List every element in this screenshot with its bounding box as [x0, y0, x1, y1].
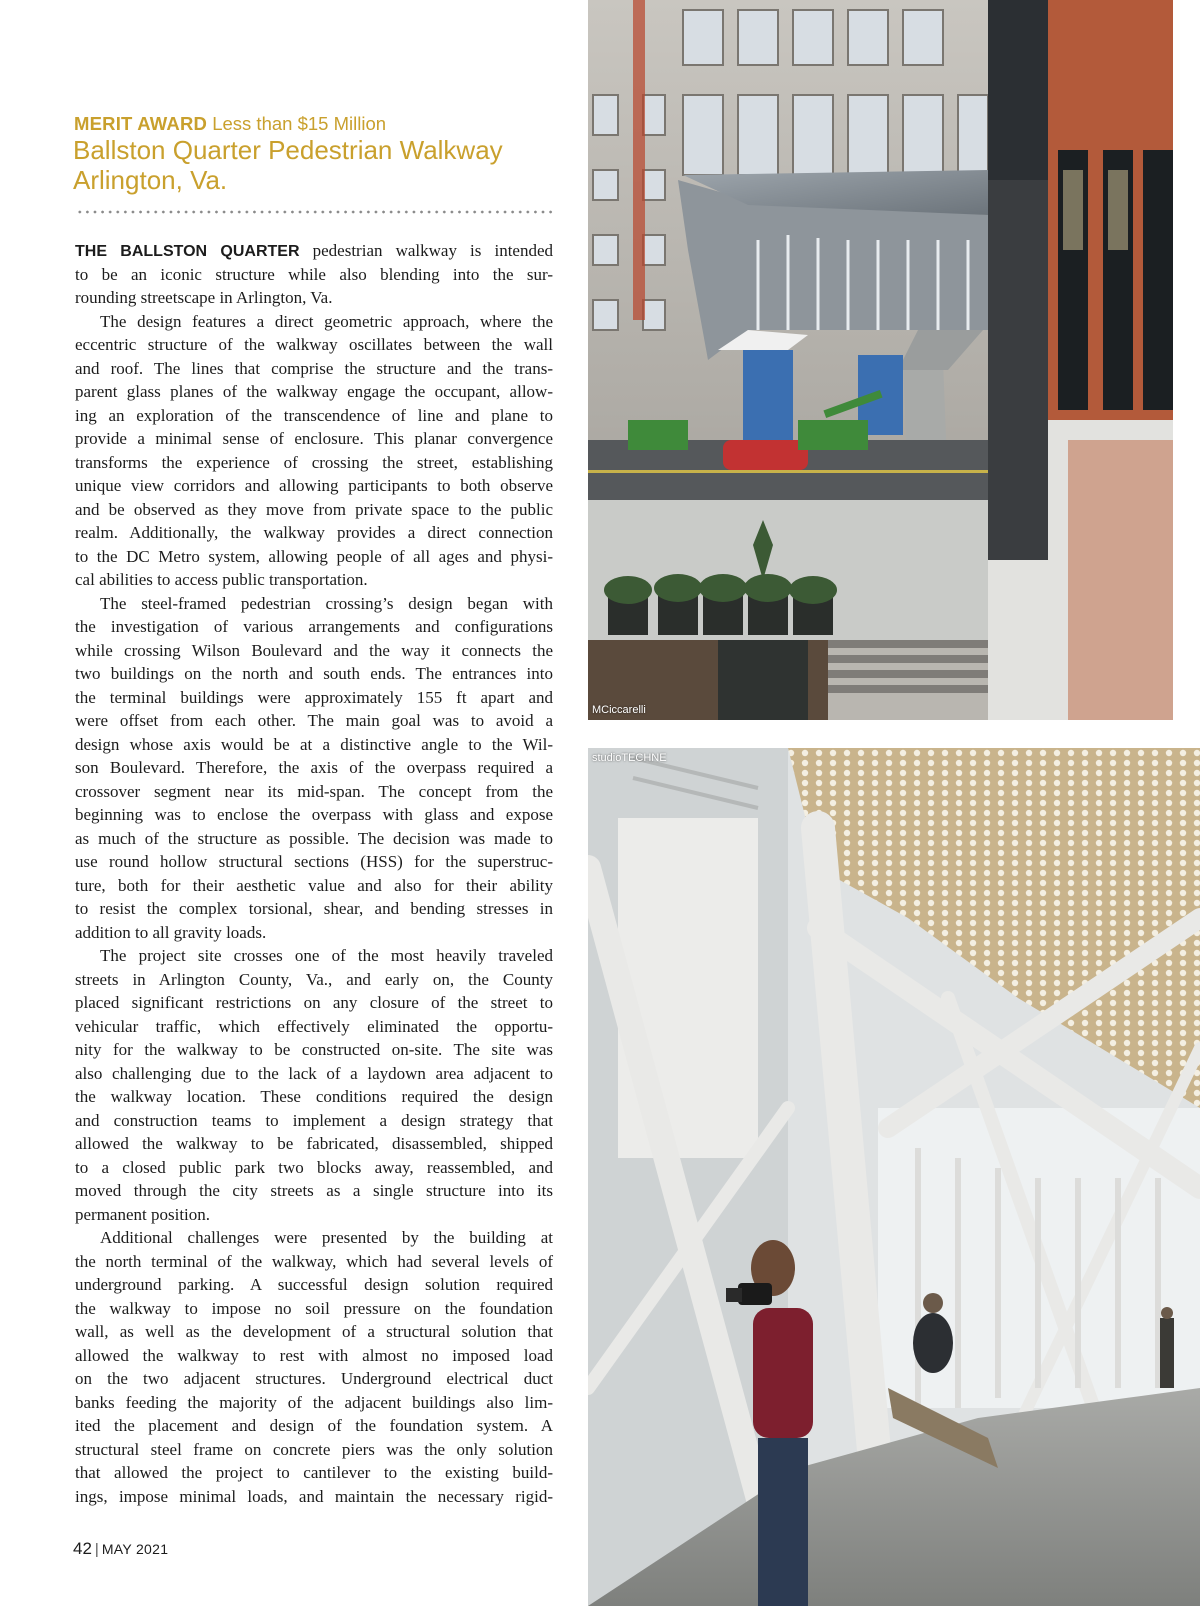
article-line: beginning was to enclose the overpass with glass and expose — [75, 805, 553, 824]
article-line: The steel-framed pedestrian crossing’s design began with — [100, 593, 553, 613]
article-line: the north terminal of the walkway, which had several levels of — [75, 1251, 553, 1271]
page-number: 42 — [73, 1539, 92, 1558]
article-line: rounding streetscape in Arlington, Va. — [75, 288, 333, 307]
article-line: and be observed as they move from private space to the public — [75, 499, 553, 519]
award-label: MERIT AWARD — [74, 113, 208, 134]
photo-credit-top: MCiccarelli — [592, 704, 646, 716]
dotted-divider — [76, 209, 554, 215]
article-line: also challenging due to the lack of a laydown area adjacent to — [75, 1063, 553, 1083]
article-line: parent glass planes of the walkway engage the occupant, allow- — [75, 382, 553, 401]
article-title — [73, 135, 563, 195]
article-line: as much of the structure as possible. The decision was made to — [75, 828, 553, 848]
article-line: two buildings on the north and south ends. The entrances into — [75, 664, 553, 683]
article-line: unique view corridors and allowing participants to both observe — [75, 476, 553, 495]
article-line: the investigation of various arrangements and configurations — [75, 617, 553, 636]
photo-credit-bottom: studioTECHNE — [592, 752, 667, 764]
walkway-exterior-illustration — [588, 0, 1173, 720]
issue-date: MAY 2021 — [101, 1541, 169, 1557]
article-line: son Boulevard. Therefore, the axis of the overpass required a — [75, 758, 553, 777]
article-line: were offset from each other. The main goal was to avoid a — [75, 711, 553, 730]
article-line: vehicular traffic, which effectively eliminated the opportu- — [75, 1016, 553, 1036]
title-line-1: Ballston Quarter Pedestrian Walkway — [73, 135, 503, 165]
article-line: the walkway location. These conditions required the design — [75, 1087, 553, 1106]
article-line-text: pedestrian walkway is intended — [312, 241, 554, 260]
article-line: transforms the experience of crossing the street, establishing — [75, 452, 553, 472]
article-line: use round hollow structural sections (HSS) for the superstruc- — [75, 852, 553, 871]
article-line: to the DC Metro system, allowing people of all ages and physi- — [75, 546, 553, 566]
article-line: crossover segment near its mid-span. The concept from the — [75, 781, 553, 801]
article-line: on the two adjacent structures. Underground electrical duct — [75, 1369, 553, 1388]
title-line-2: Arlington, Va. — [73, 165, 228, 195]
article-lead-in: THE BALLSTON QUARTER — [75, 243, 300, 260]
article-line: Additional challenges were presented by the building at — [100, 1228, 553, 1247]
article-line: allowed the walkway to be fabricated, disassembled, shipped — [75, 1134, 553, 1153]
article-line: allowed the walkway to rest with almost no imposed load — [75, 1345, 553, 1365]
walkway-interior-photo — [588, 748, 1200, 1606]
article-line: ings, impose minimal loads, and maintain the necessary rigid- — [75, 1486, 553, 1506]
walkway-interior-illustration — [588, 748, 1200, 1606]
article-line: eccentric structure of the walkway oscillates between the wall — [75, 335, 553, 354]
article-line: banks feeding the majority of the adjacent buildings also lim- — [75, 1392, 553, 1412]
article-line: realm. Additionally, the walkway provides a direct connection — [75, 523, 553, 542]
article-line: cal abilities to access public transportation. — [75, 570, 368, 589]
article-line: underground parking. A successful design solution required — [75, 1275, 553, 1294]
article-line: structural steel frame on concrete piers was the only solution — [75, 1439, 553, 1459]
article-line: ture, both for their aesthetic value and also for their ability — [75, 875, 553, 895]
article-line: ing an exploration of the transcendence of line and plane to — [75, 405, 553, 425]
article-line: to a closed public park two blocks away, reassembled, and — [75, 1157, 553, 1177]
article-line: and construction teams to implement a design strategy that — [75, 1110, 553, 1130]
article-line: moved through the city streets as a single structure into its — [75, 1181, 553, 1200]
article-line: ited the placement and design of the foundation system. A — [75, 1416, 553, 1435]
article-line: The design features a direct geometric approach, where the — [100, 311, 553, 331]
article-line: wall, as well as the development of a structural solution that — [75, 1322, 553, 1341]
article-line: The project site crosses one of the most heavily traveled — [100, 946, 553, 965]
article-line: provide a minimal sense of enclosure. This planar convergence — [75, 429, 553, 448]
article-line: design whose axis would be at a distinctive angle to the Wil- — [75, 734, 553, 754]
footer-separator: | — [94, 1541, 99, 1558]
article-line: addition to all gravity loads. — [75, 922, 267, 942]
award-category: Less than $15 Million — [212, 113, 387, 134]
article-line — [75, 239, 553, 263]
article-line: nity for the walkway to be constructed on-site. The site was — [75, 1040, 553, 1059]
article-line: while crossing Wilson Boulevard and the way it connects the — [75, 640, 553, 660]
article-line: to resist the complex torsional, shear, and bending stresses in — [75, 899, 553, 918]
article-line: that allowed the project to cantilever to the existing build- — [75, 1463, 553, 1482]
article-body — [75, 239, 553, 1508]
article-line: streets in Arlington County, Va., and early on, the County — [75, 969, 553, 989]
page-footer — [73, 1539, 168, 1559]
walkway-exterior-photo — [588, 0, 1173, 720]
award-kicker — [74, 113, 554, 135]
article-line: placed significant restrictions on any closure of the street to — [75, 993, 553, 1012]
article-line: to be an iconic structure while also blending into the sur- — [75, 264, 553, 284]
article-line: the terminal buildings were approximately 155 ft apart and — [75, 687, 553, 707]
article-line: permanent position. — [75, 1204, 211, 1224]
article-line: and roof. The lines that comprise the structure and the trans- — [75, 358, 553, 378]
article-line: the walkway to impose no soil pressure on the foundation — [75, 1298, 553, 1318]
